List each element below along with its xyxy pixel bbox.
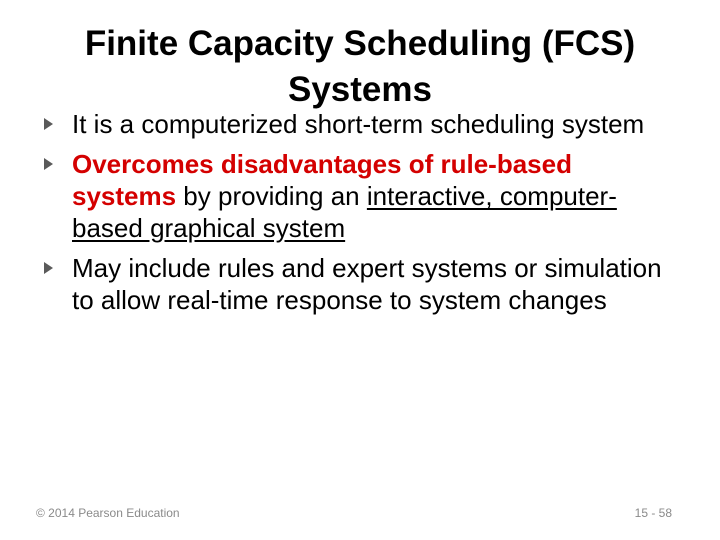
title-line-2: Systems (288, 70, 432, 109)
bullet-item-3 (42, 252, 682, 316)
slide-title (0, 24, 720, 109)
bullet-text-2-emphasis: Overcomes disadvantages of rule-based systems (72, 149, 572, 211)
bullet-text-3: May include rules and expert systems or simulation to allow real-time response to system changes (72, 253, 662, 315)
triangle-bullet-icon (44, 158, 53, 170)
bullet-text-2-underlined: interactive, computer-based graphical system (72, 181, 617, 243)
bullet-list (42, 108, 682, 324)
bullet-text-2-middle: by providing an (176, 181, 367, 211)
triangle-bullet-icon (44, 262, 53, 274)
bullet-text-1: It is a computerized short-term scheduling system (72, 109, 645, 139)
title-line-1: Finite Capacity Scheduling (FCS) (84, 24, 636, 63)
footer-page-number: 15 - 58 (634, 506, 672, 520)
bullet-item-2 (42, 148, 682, 244)
triangle-bullet-icon (44, 118, 53, 130)
footer-copyright: © 2014 Pearson Education (36, 506, 180, 520)
bullet-item-1 (42, 108, 682, 140)
